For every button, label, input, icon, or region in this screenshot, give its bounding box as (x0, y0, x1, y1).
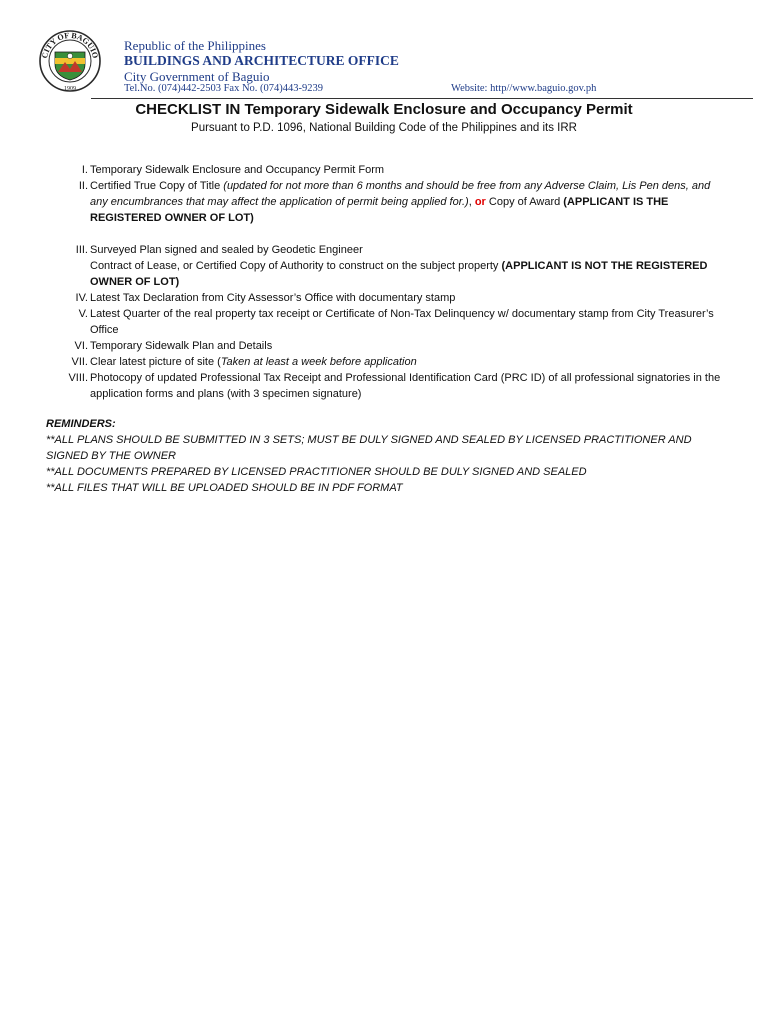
republic-line: Republic of the Philippines (124, 38, 266, 53)
item-number: II. (78, 180, 88, 192)
item-number: V. (78, 308, 88, 320)
item-text: Latest Tax Declaration from City Assessor’s Office with documentary stamp (90, 292, 456, 304)
item-text: Clear latest picture of site (Taken at least a week before application (90, 356, 417, 368)
reminders-section (46, 416, 706, 496)
item-text: Photocopy of updated Professional Tax Receipt and Professional Identification Card (PRC ID) of all professional signatories in the application forms and plans (with 3 specimen signature) (90, 372, 721, 400)
owner-condition: (APPLICANT IS THE REGISTERED OWNER OF LOT) (90, 196, 669, 224)
seal-text: CITY OF BAGUIO (40, 30, 100, 60)
checklist-item (0, 338, 768, 354)
checklist-item (0, 178, 768, 226)
header-divider (91, 98, 753, 99)
item-text: Certified True Copy of Title (updated for not more than 6 months and should be free from any Adverse Claim, Lis Pen dens, and any encumbrances that may affect the application of permit being applied for.), or Copy of Award (APPLICANT IS THE REGISTERED OWNER OF LOT) (90, 180, 711, 224)
city-of-baguio-seal-icon (38, 28, 102, 94)
item-text: Temporary Sidewalk Plan and Details (90, 340, 273, 352)
reminder-line: **ALL DOCUMENTS PREPARED BY LICENSED PRACTITIONER SHOULD BE DULY SIGNED AND SEALED (46, 466, 587, 478)
checklist-item (0, 242, 768, 290)
item-number: VII. (71, 356, 88, 368)
or-label: or (474, 196, 486, 208)
checklist-item (0, 370, 768, 402)
reminder-line: **ALL PLANS SHOULD BE SUBMITTED IN 3 SETS; MUST BE DULY SIGNED AND SEALED BY LICENSED PRACTITIONER AND SIGNED BY THE OWNER (46, 434, 692, 462)
website-line: Website: http//www.baguio.gov.ph (451, 83, 597, 94)
item-number: I. (81, 164, 88, 176)
document-title: CHECKLIST IN Temporary Sidewalk Enclosure and Occupancy Permit (135, 101, 633, 118)
item-number: VI. (74, 340, 88, 352)
city-government-line: City Government of Baguio (124, 69, 270, 84)
item-text: Surveyed Plan signed and sealed by Geodetic Engineer Contract of Lease, or Certified Copy of Authority to construct on the subject property (APPLICANT IS NOT THE REGISTERED OWNER OF LOT) (90, 244, 708, 288)
office-name: BUILDINGS AND ARCHITECTURE OFFICE (124, 53, 399, 68)
checklist-item (0, 354, 768, 370)
document-subtitle: Pursuant to P.D. 1096, National Building Code of the Philippines and its IRR (191, 122, 577, 134)
item-number: IV. (75, 292, 88, 304)
item-number: VIII. (68, 372, 88, 384)
item-text: Temporary Sidewalk Enclosure and Occupancy Permit Form (90, 164, 385, 176)
seal-year: 1909 (64, 86, 76, 92)
item-number: III. (75, 244, 88, 256)
non-owner-condition: (APPLICANT IS NOT THE REGISTERED OWNER OF LOT) (90, 260, 708, 288)
contact-numbers: Tel.No. (074)442-2503 Fax No. (074)443-9239 (124, 83, 324, 94)
item-text: Latest Quarter of the real property tax receipt or Certificate of Non-Tax Delinquency w/ documentary stamp from City Treasurer’s Office (90, 308, 714, 336)
requirements-checklist (0, 162, 768, 402)
checklist-item (0, 162, 768, 178)
checklist-item (0, 306, 768, 338)
title-conditions: (updated for not more than 6 months and should be free from any Adverse Claim, Lis Pen dens, and any encumbrances that may affect the application of permit being applied for.) (90, 180, 711, 208)
checklist-item (0, 290, 768, 306)
reminder-line: **ALL FILES THAT WILL BE UPLOADED SHOULD BE IN PDF FORMAT (46, 482, 403, 494)
reminders-heading: REMINDERS: (46, 418, 116, 430)
